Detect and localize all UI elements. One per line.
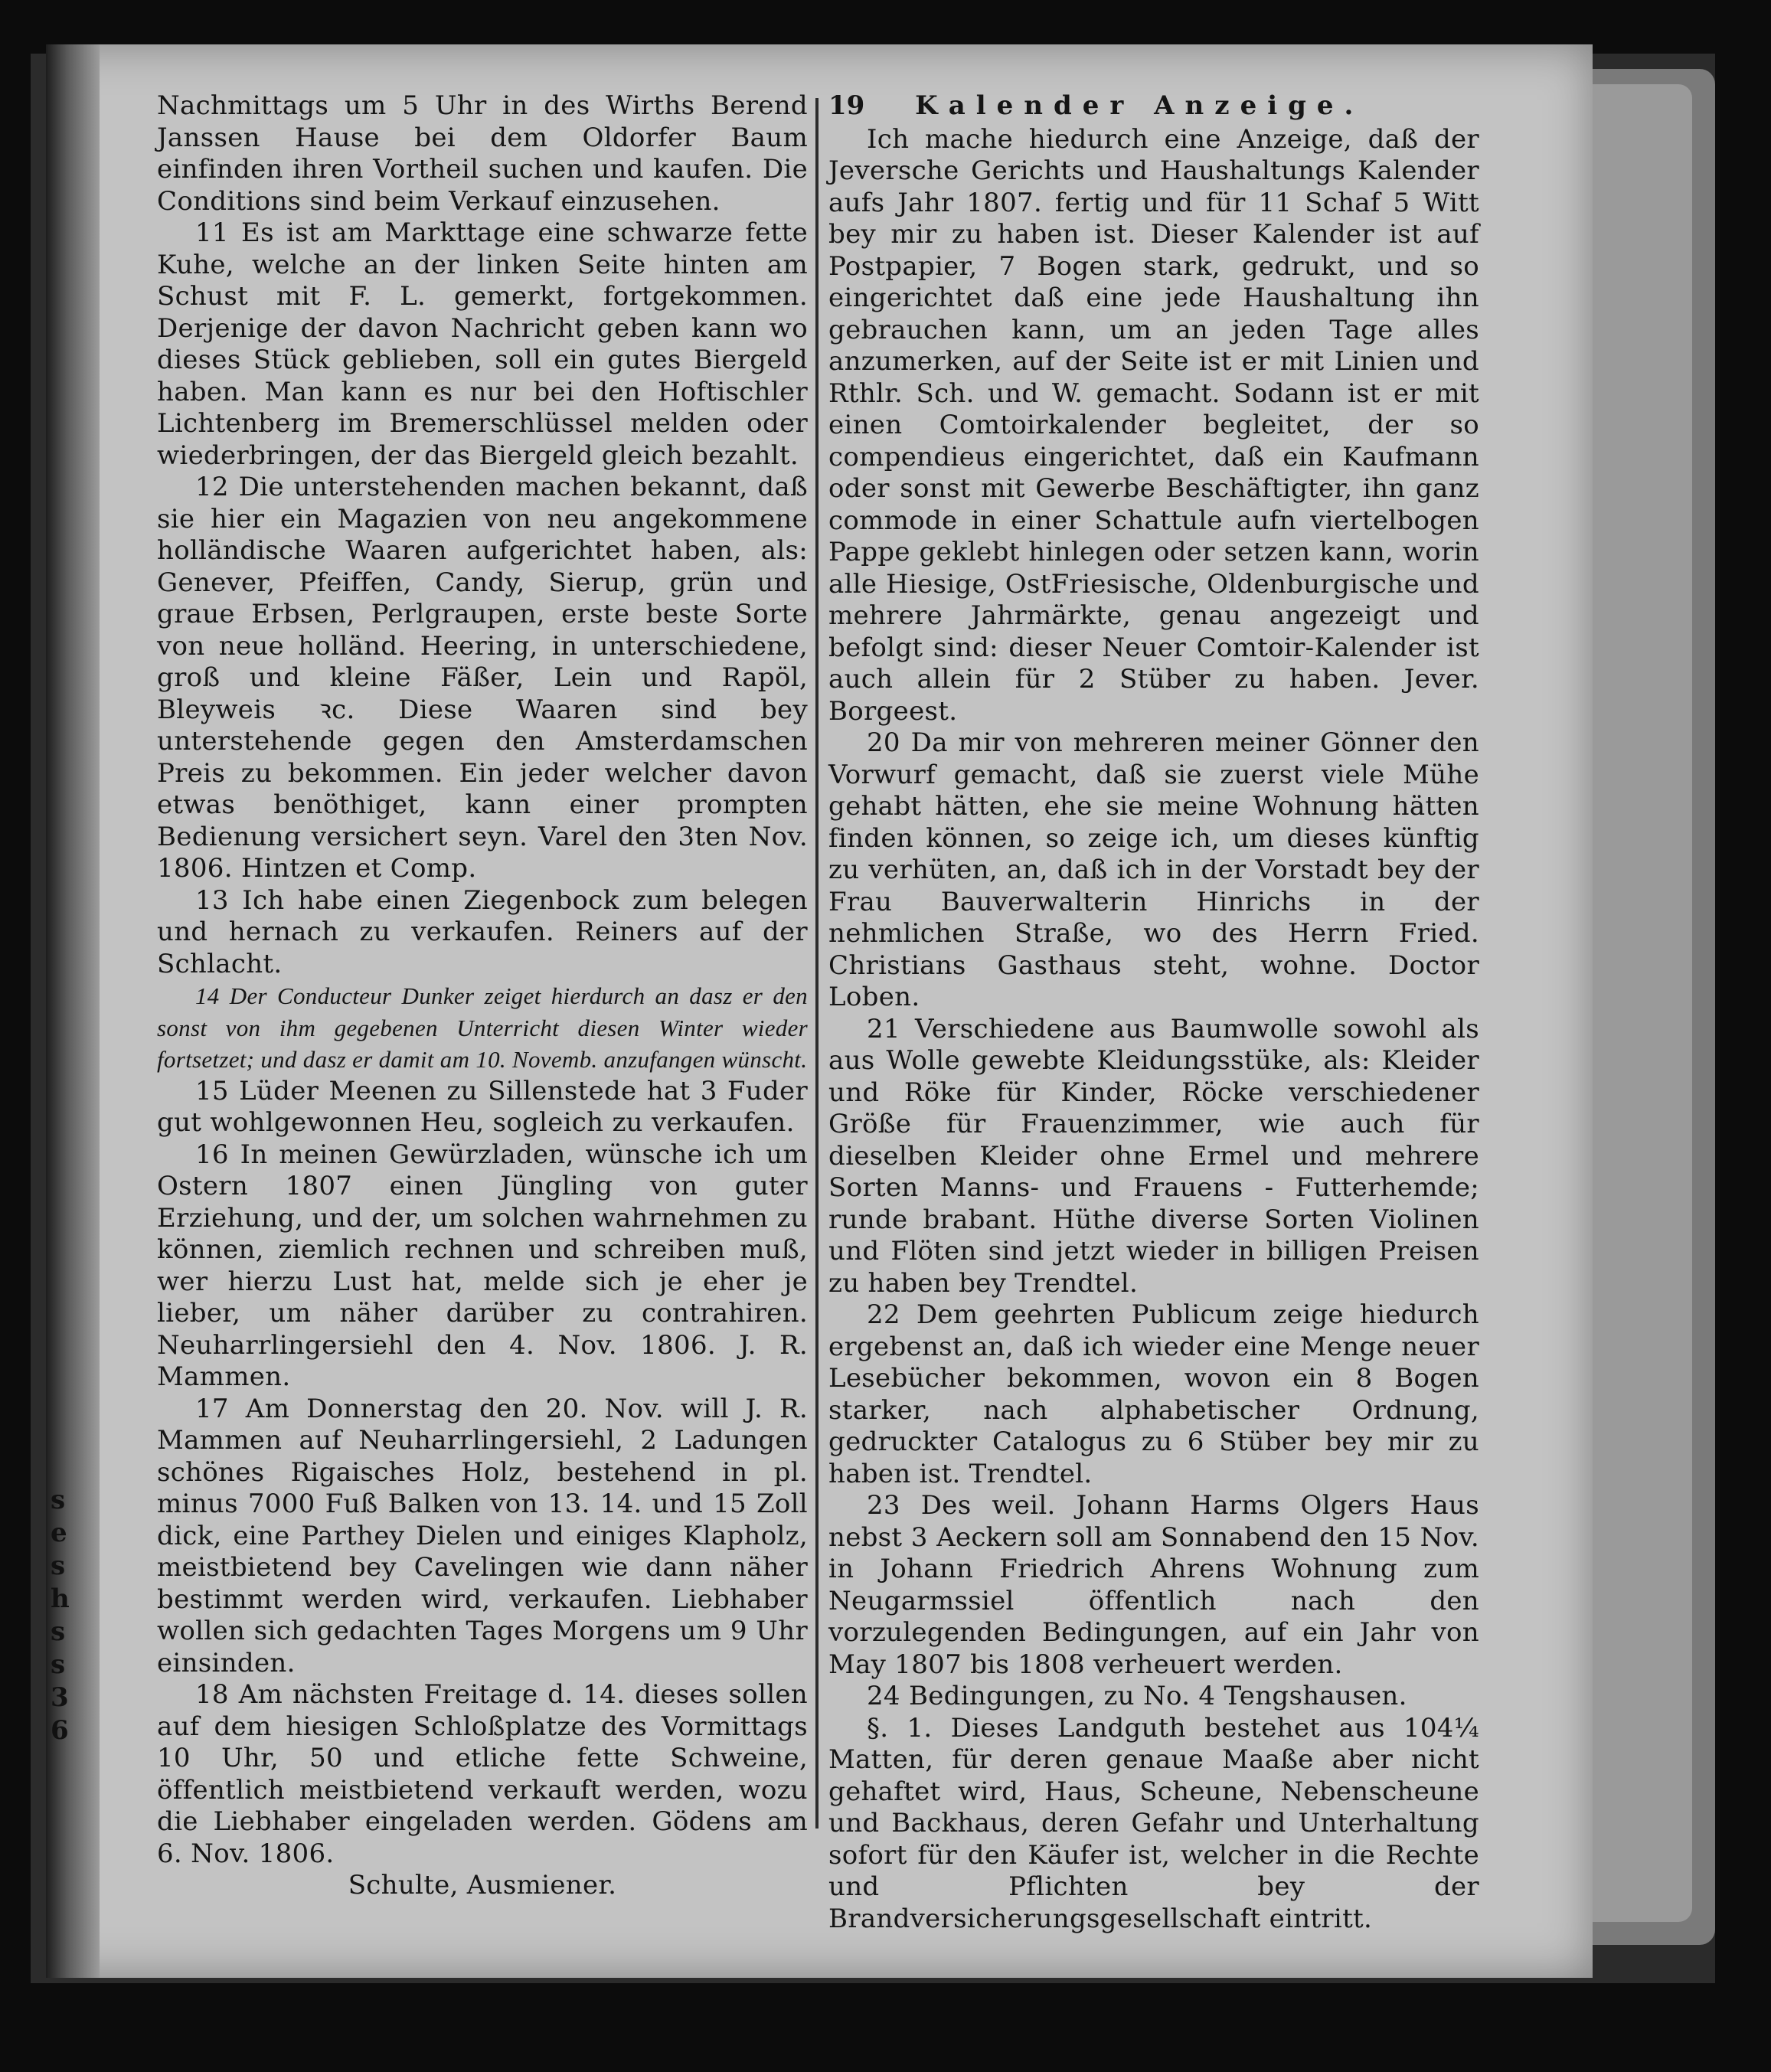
margin-letter: s: [51, 1551, 66, 1581]
section-title: Kalender Anzeige.: [915, 90, 1364, 121]
right-column-notice: 24 Bedingungen, zu No. 4 Tengshausen.: [867, 1681, 1407, 1711]
margin-letter: 3: [51, 1682, 69, 1713]
right-column-notice: Ich mache hiedurch eine Anzeige, daß der Jeversche Gerichts und Haushaltungs Kalender aufs Jahr 1807. fertig und für 11 Schaf 5 Witt bey mir zu haben ist. Dieser Kalender ist auf Postpapier, 7 Bogen stark, gedrukt, und so eingerichtet daß eine jede Haushaltung ihn gebrauchen kann, um an jeden Tage alles anzumerken, auf der Seite ist er mit Linien und Rthlr. Sch. und W. gemacht. Sodann ist er mit einen Comtoirkalender begleitet, der so compendieus eingerichtet, daß ein Kaufmann oder sonst mit Gewerbe Beschäftigter, ihn ganz commode in einer Schattule aufn viertelbogen Pappe geklebt hinlegen oder setzen kann, worin alle Hiesige, OstFriesische, Oldenburgische und mehrere Jahrmärkte, genau angezeigt und befolgt sind: dieser Neuer Comtoir-Kalender ist auch allein für 2 Stüber zu haben. Jever. Borgeest.: [828, 123, 1479, 727]
right-column-notice: 23 Des weil. Johann Harms Olgers Haus nebst 3 Aeckern soll am Sonnabend den 15 Nov. in Johann Friedrich Ahrens Wohnung zum Neugarmssiel öffentlich nach den vorzulegenden Bedingungen, auf ein Jahr von May 1807 bis 1808 verheuert werden.: [828, 1490, 1479, 1680]
margin-letter: s: [51, 1616, 66, 1647]
margin-letter: h: [51, 1583, 70, 1614]
right-column-notice: 21 Verschiedene aus Baumwolle sowohl als aus Wolle gewebte Kleidungsstüke, als: Kleider und Röke für Kinder, Röcke verschiedener Größe für Frauenzimmer, wie auch für dieselben Kleider ohne Ermel und mehrere Sorten Manns- und Frauens - Futterhemde; runde brabant. Hüthe diverse Sorten Violinen und Flöten sind jetzt wieder in billigen Preisen zu haben bey Trendtel.: [828, 1013, 1479, 1299]
left-column-notice: 13 Ich habe einen Ziegenbock zum belegen und hernach zu verkaufen. Reiners auf der Schlacht.: [157, 884, 808, 979]
left-column-notice: 17 Am Donnerstag den 20. Nov. will J. R. Mammen auf Neuharrlingersiehl, 2 Ladungen schönes Rigaisches Holz, bestehend in pl. minus 7000 Fuß Balken von 13. 14. und 15 Zoll dick, eine Parthey Dielen und einiges Klapholz, meistbietend bey Cavelingen wie dann näher bestimmt werden wird, verkaufen. Liebhaber wollen sich gedachten Tages Morgens um 9 Uhr einsinden.: [157, 1393, 808, 1678]
column-divider: [815, 98, 819, 1829]
right-column-notice: §. 1. Dieses Landguth bestehet aus 104¼ Matten, für deren genaue Maaße aber nicht gehaftet wird, Haus, Scheune, Nebenscheune und Backhaus, deren Gefahr und Unterhaltung sofort für den Käufer ist, welcher in die Rechte und Pflichten bey der Brandversicherungsgesellschaft eintritt.: [828, 1712, 1479, 1934]
facing-page-margin-letters: [51, 1484, 74, 1747]
margin-letter: 6: [51, 1715, 69, 1746]
left-column-notice: Schulte, Ausmiener.: [348, 1870, 617, 1900]
left-column-notice: Nachmittags um 5 Uhr in des Wirths Berend Janssen Hause bei dem Oldorfer Baum einfinden ihren Vortheil suchen und kaufen. Die Conditions sind beim Verkauf einzusehen.: [157, 90, 808, 217]
left-column-notice: 18 Am nächsten Freitage d. 14. dieses sollen auf dem hiesigen Schloßplatze des Vormittags 10 Uhr, 50 und etliche fette Schweine, öffentlich meistbietend verkauft werden, wozu die Liebhaber eingeladen werden. Gödens am 6. Nov. 1806.: [157, 1679, 808, 1869]
right-column-notice: 22 Dem geehrten Publicum zeige hiedurch ergebenst an, daß ich wieder eine Menge neuer Lesebücher bekommen, wovon ein 8 Bogen starker, nach alphabetischer Ordnung, gedruckter Catalogus zu 6 Stüber bey mir zu haben ist. Trendtel.: [828, 1299, 1479, 1489]
right-column-notice: 20 Da mir von mehreren meiner Gönner den Vorwurf gemacht, daß sie zuerst viele Mühe gehabt hätten, ehe sie meine Wohnung hätten finden können, so zeige ich, um dieses künftig zu verhüten, an, daß ich in der Vorstadt bey der Frau Bauverwalterin Hinrichs in der nehmlichen Straße, wo des Herrn Fried. Christians Gasthaus steht, wohne. Doctor Loben.: [828, 727, 1479, 1012]
margin-letter: s: [51, 1485, 66, 1515]
left-column-notice: 12 Die unterstehenden machen bekannt, daß sie hier ein Magazien von neu angekommene holländische Waaren aufgerichtet haben, als: Genever, Pfeiffen, Candy, Sierup, grün und graue Erbsen, Perlgraupen, erste beste Sorte von neue holländ. Heering, in unterschiedene, groß und kleine Fäßer, Lein und Rapöl, Bleyweis ꝛc. Diese Waaren sind bey unterstehende gegen den Amsterdamschen Preis zu bekommen. Ein jeder welcher davon etwas benöthiget, kann einer prompten Bedienung versichert seyn. Varel den 3ten Nov. 1806. Hintzen et Comp.: [157, 472, 808, 884]
left-column: [157, 90, 808, 1902]
left-column-notice: 14 Der Conducteur Dunker zeiget hierdurch an dasz er den sonst von ihm gegebenen Unterricht diesen Winter wieder fortsetzet; und dasz er damit am 10. Novemb. anzufangen wünscht.: [157, 982, 808, 1073]
newspaper-page: [46, 44, 1593, 1978]
margin-letter: e: [51, 1518, 67, 1548]
page-number: 19: [828, 90, 865, 121]
right-column-body: [828, 124, 1479, 1936]
margin-letter: s: [51, 1649, 66, 1680]
left-column-notice: 16 In meinen Gewürzladen, wünsche ich um Ostern 1807 einen Jüngling von guter Erziehung, und der, um solchen wahrnehmen zu können, ziemlich rechnen und schreiben muß, wer hierzu Lust hat, melde sich je eher je lieber, um näher darüber zu contrahiren. Neuharrlingersiehl den 4. Nov. 1806. J. R. Mammen.: [157, 1139, 808, 1392]
right-column: [828, 90, 1479, 1935]
left-column-notice: 11 Es ist am Markttage eine schwarze fette Kuhe, welche an der linken Seite hinten am Schust mit F. L. gemerkt, fortgekommen. Derjenige der davon Nachricht geben kann wo dieses Stück geblieben, soll ein gutes Biergeld haben. Man kann es nur bei den Hoftischler Lichtenberg im Bremerschlüssel melden oder wiederbringen, der das Biergeld gleich bezahlt.: [157, 217, 808, 471]
column-header: [828, 90, 1479, 123]
left-column-notice: 15 Lüder Meenen zu Sillenstede hat 3 Fuder gut wohlgewonnen Heu, sogleich zu verkaufen.: [157, 1075, 808, 1138]
